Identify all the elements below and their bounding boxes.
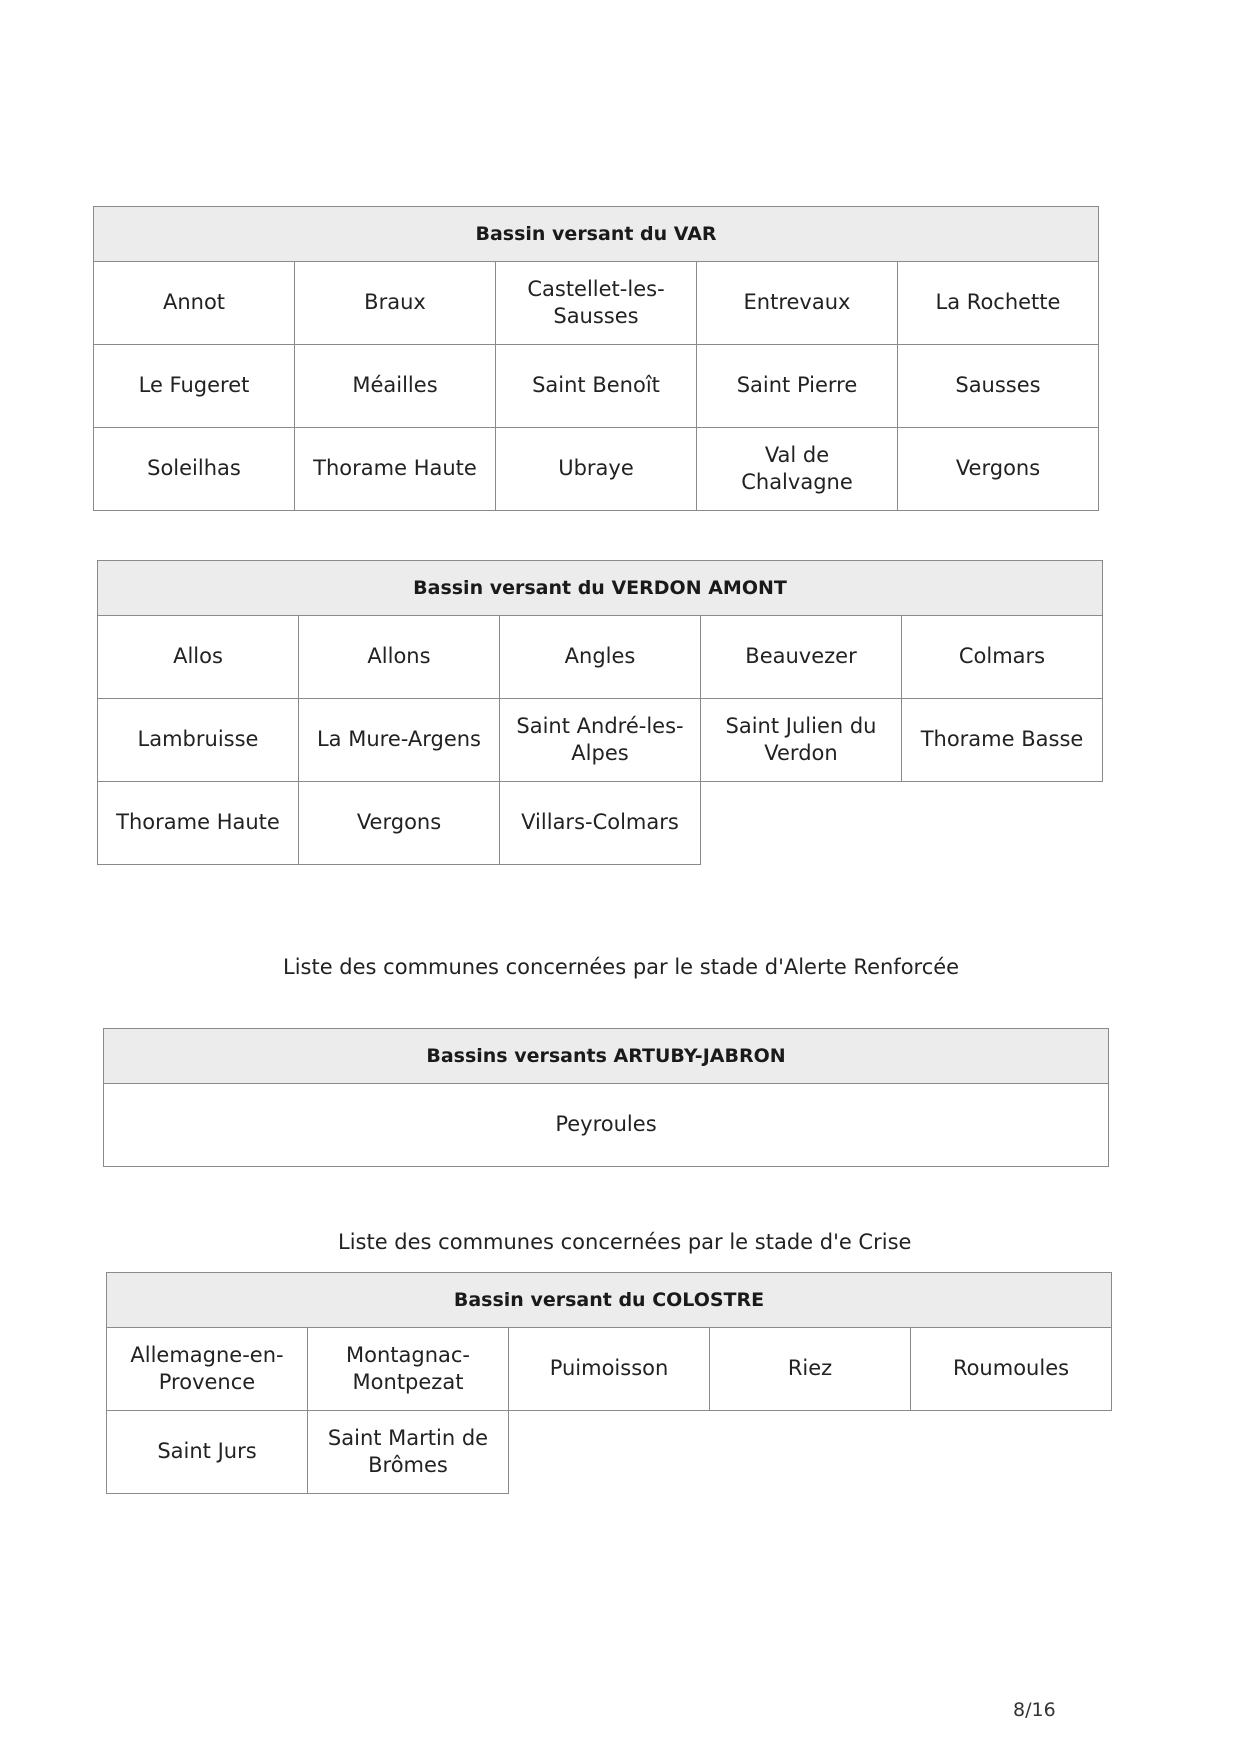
caption-crise: Liste des communes concernées par le stade d'e Crise (338, 1230, 912, 1254)
table-bassin-colostre (106, 1272, 1112, 1494)
commune-cell: Ubraye (496, 428, 697, 511)
commune-cell: Saint Benoît (496, 345, 697, 428)
table-row (107, 1328, 1112, 1411)
commune-cell: Puimoisson (509, 1328, 710, 1411)
empty-cell (701, 782, 902, 865)
table-bassin-var (93, 206, 1099, 511)
commune-cell: Val de Chalvagne (697, 428, 898, 511)
commune-cell: Soleilhas (94, 428, 295, 511)
commune-cell: Saint André-les-Alpes (500, 699, 701, 782)
table-title: Bassins versants ARTUBY-JABRON (104, 1029, 1109, 1084)
commune-cell: Saint Julien du Verdon (701, 699, 902, 782)
commune-cell: Entrevaux (697, 262, 898, 345)
commune-cell: Méailles (295, 345, 496, 428)
commune-cell: Thorame Haute (295, 428, 496, 511)
commune-cell: Roumoules (911, 1328, 1112, 1411)
empty-cell (902, 782, 1103, 865)
commune-cell: La Mure-Argens (299, 699, 500, 782)
commune-cell: Colmars (902, 616, 1103, 699)
table-row (98, 616, 1103, 699)
table-row (94, 262, 1099, 345)
commune-cell: Le Fugeret (94, 345, 295, 428)
commune-cell: Saint Pierre (697, 345, 898, 428)
commune-cell: Vergons (299, 782, 500, 865)
table-title: Bassin versant du VERDON AMONT (98, 561, 1103, 616)
commune-cell: Saint Jurs (107, 1411, 308, 1494)
commune-cell: Castellet-les-Sausses (496, 262, 697, 345)
commune-cell: Peyroules (104, 1084, 1109, 1167)
commune-cell: La Rochette (898, 262, 1099, 345)
table-bassin-verdon-amont (97, 560, 1103, 865)
commune-cell: Villars-Colmars (500, 782, 701, 865)
page-number: 8/16 (1013, 1699, 1056, 1721)
empty-cell (509, 1411, 710, 1494)
commune-cell: Beauvezer (701, 616, 902, 699)
commune-cell: Thorame Haute (98, 782, 299, 865)
table-row (98, 699, 1103, 782)
commune-cell: Braux (295, 262, 496, 345)
table-row (94, 345, 1099, 428)
commune-cell: Riez (710, 1328, 911, 1411)
commune-cell: Vergons (898, 428, 1099, 511)
commune-cell: Allons (299, 616, 500, 699)
commune-cell: Montagnac-Montpezat (308, 1328, 509, 1411)
table-row (107, 1411, 1112, 1494)
table-row (94, 428, 1099, 511)
commune-cell: Angles (500, 616, 701, 699)
table-bassins-artuby-jabron (103, 1028, 1109, 1167)
caption-alerte-renforcee: Liste des communes concernées par le stade d'Alerte Renforcée (283, 955, 960, 979)
commune-cell: Allemagne-en-Provence (107, 1328, 308, 1411)
table-row (98, 782, 1103, 865)
commune-cell: Annot (94, 262, 295, 345)
empty-cell (710, 1411, 911, 1494)
commune-cell: Lambruisse (98, 699, 299, 782)
commune-cell: Saint Martin de Brômes (308, 1411, 509, 1494)
commune-cell: Thorame Basse (902, 699, 1103, 782)
empty-cell (911, 1411, 1112, 1494)
table-title: Bassin versant du VAR (94, 207, 1099, 262)
commune-cell: Sausses (898, 345, 1099, 428)
table-row (104, 1084, 1109, 1167)
commune-cell: Allos (98, 616, 299, 699)
table-title: Bassin versant du COLOSTRE (107, 1273, 1112, 1328)
